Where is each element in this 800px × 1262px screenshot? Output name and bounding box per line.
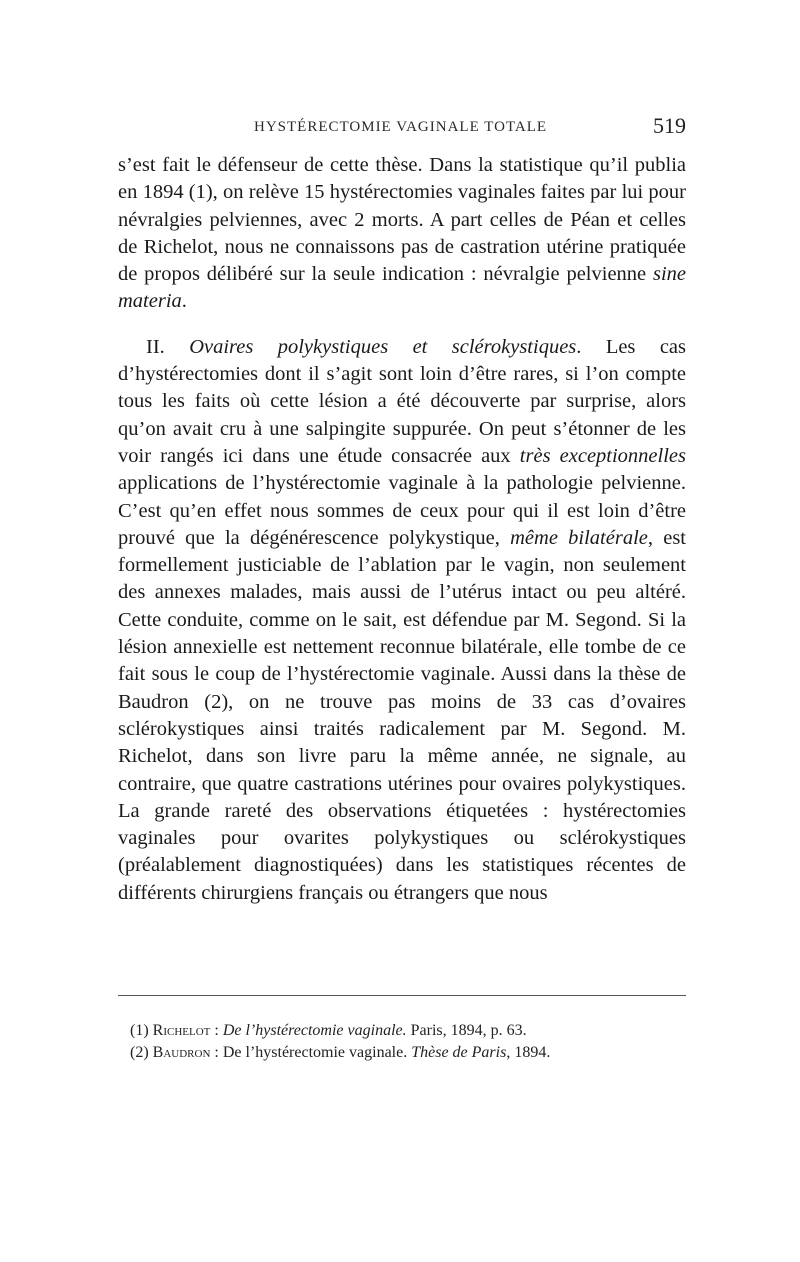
- footnote-work: De l’hystérectomie vaginale.: [222, 1044, 412, 1061]
- paragraph-2-text-a: . Les cas d’hystérectomies dont il s’agit sont loin d’être rares, si l’on compte tous les faits où cette lésion a été découverte par surprise, alors qu’on avait cru à une salpingite suppurée. On peut s’étonner de les voir rangés ici dans une étude consacrée aux: [118, 335, 686, 467]
- paragraph-1-text: s’est fait le défenseur de cette thèse. Dans la statistique qu’il publia en 1894 (1), on relève 15 hystérectomies vaginales faites par lui pour névralgies pelviennes, avec 2 morts. A part celles de Péan et celles de Richelot, nous ne connaissons pas de castration utérine pratiquée de propos délibéré sur la seule indication : névralgie pelvienne: [118, 154, 686, 286]
- page-number: 519: [653, 113, 686, 138]
- paragraph-1-italic: sine materia: [118, 263, 686, 313]
- footnote-author: Richelot: [152, 1022, 211, 1039]
- body-text: [118, 152, 686, 907]
- paragraph-2-italic-b: même bilatérale: [510, 526, 648, 549]
- footnote-details: Paris, 1894, p. 63.: [406, 1022, 527, 1039]
- footnote-marker: (1): [130, 1022, 153, 1039]
- footnote-marker: (2): [130, 1044, 153, 1061]
- footnote-details: , 1894.: [506, 1044, 551, 1061]
- footnote-title: Thèse de Paris: [411, 1044, 507, 1061]
- paragraph-1-end: .: [181, 290, 187, 313]
- paragraph-1: [118, 152, 686, 316]
- paragraph-2: [118, 334, 686, 907]
- running-head: [118, 113, 686, 143]
- footnote-2: [130, 1042, 690, 1064]
- paragraph-2-text-c: , est formellement justiciable de l’ablation par le vagin, non seulement des annexes malades, mais aussi de l’utérus intact ou peu altéré. Cette conduite, comme on le sait, est défendue par M. Segond. Si la lésion annexielle est nettement reconnue bilatérale, elle tombe de ce fait sous le coup de l’hystérectomie vaginale. Aussi dans la thèse de Baudron (2), on ne trouve pas moins de 33 cas d’ovaires sclérokystiques ainsi traités radicalement par M. Segond. M. Richelot, dans son livre paru la même année, ne signale, au contraire, que quatre castrations utérines pour ovaires polykystiques. La grande rareté des observations étiquetées : hystérectomies vaginales pour ovarites polykystiques ou sclérokystiques (préalablement diagnostiquées) dans les statistiques récentes de différents chirurgiens français ou étrangers que nous: [118, 526, 687, 904]
- section-heading: Ovaires polykystiques et sclérokystiques: [189, 335, 577, 358]
- footnote-separator: :: [210, 1044, 223, 1061]
- paragraph-2-italic-a: très exceptionnelles: [519, 444, 687, 467]
- section-number: II.: [146, 335, 190, 358]
- running-title: HYSTÉRECTOMIE VAGINALE TOTALE: [254, 119, 548, 135]
- paragraph-2-text-b: applications de l’hystérectomie vaginale à la pathologie pelvienne. C’est qu’en effet nous sommes de ceux pour qui il est loin d’être prouvé que la dégénérescence polykystique,: [118, 472, 686, 549]
- footnote-separator: :: [210, 1022, 223, 1039]
- footnote-1: [130, 1020, 690, 1042]
- footnotes: [130, 1020, 690, 1064]
- footnote-title: De l’hystérectomie vaginale.: [222, 1022, 407, 1039]
- footnote-author: Baudron: [152, 1044, 211, 1061]
- footnote-divider: [118, 995, 686, 996]
